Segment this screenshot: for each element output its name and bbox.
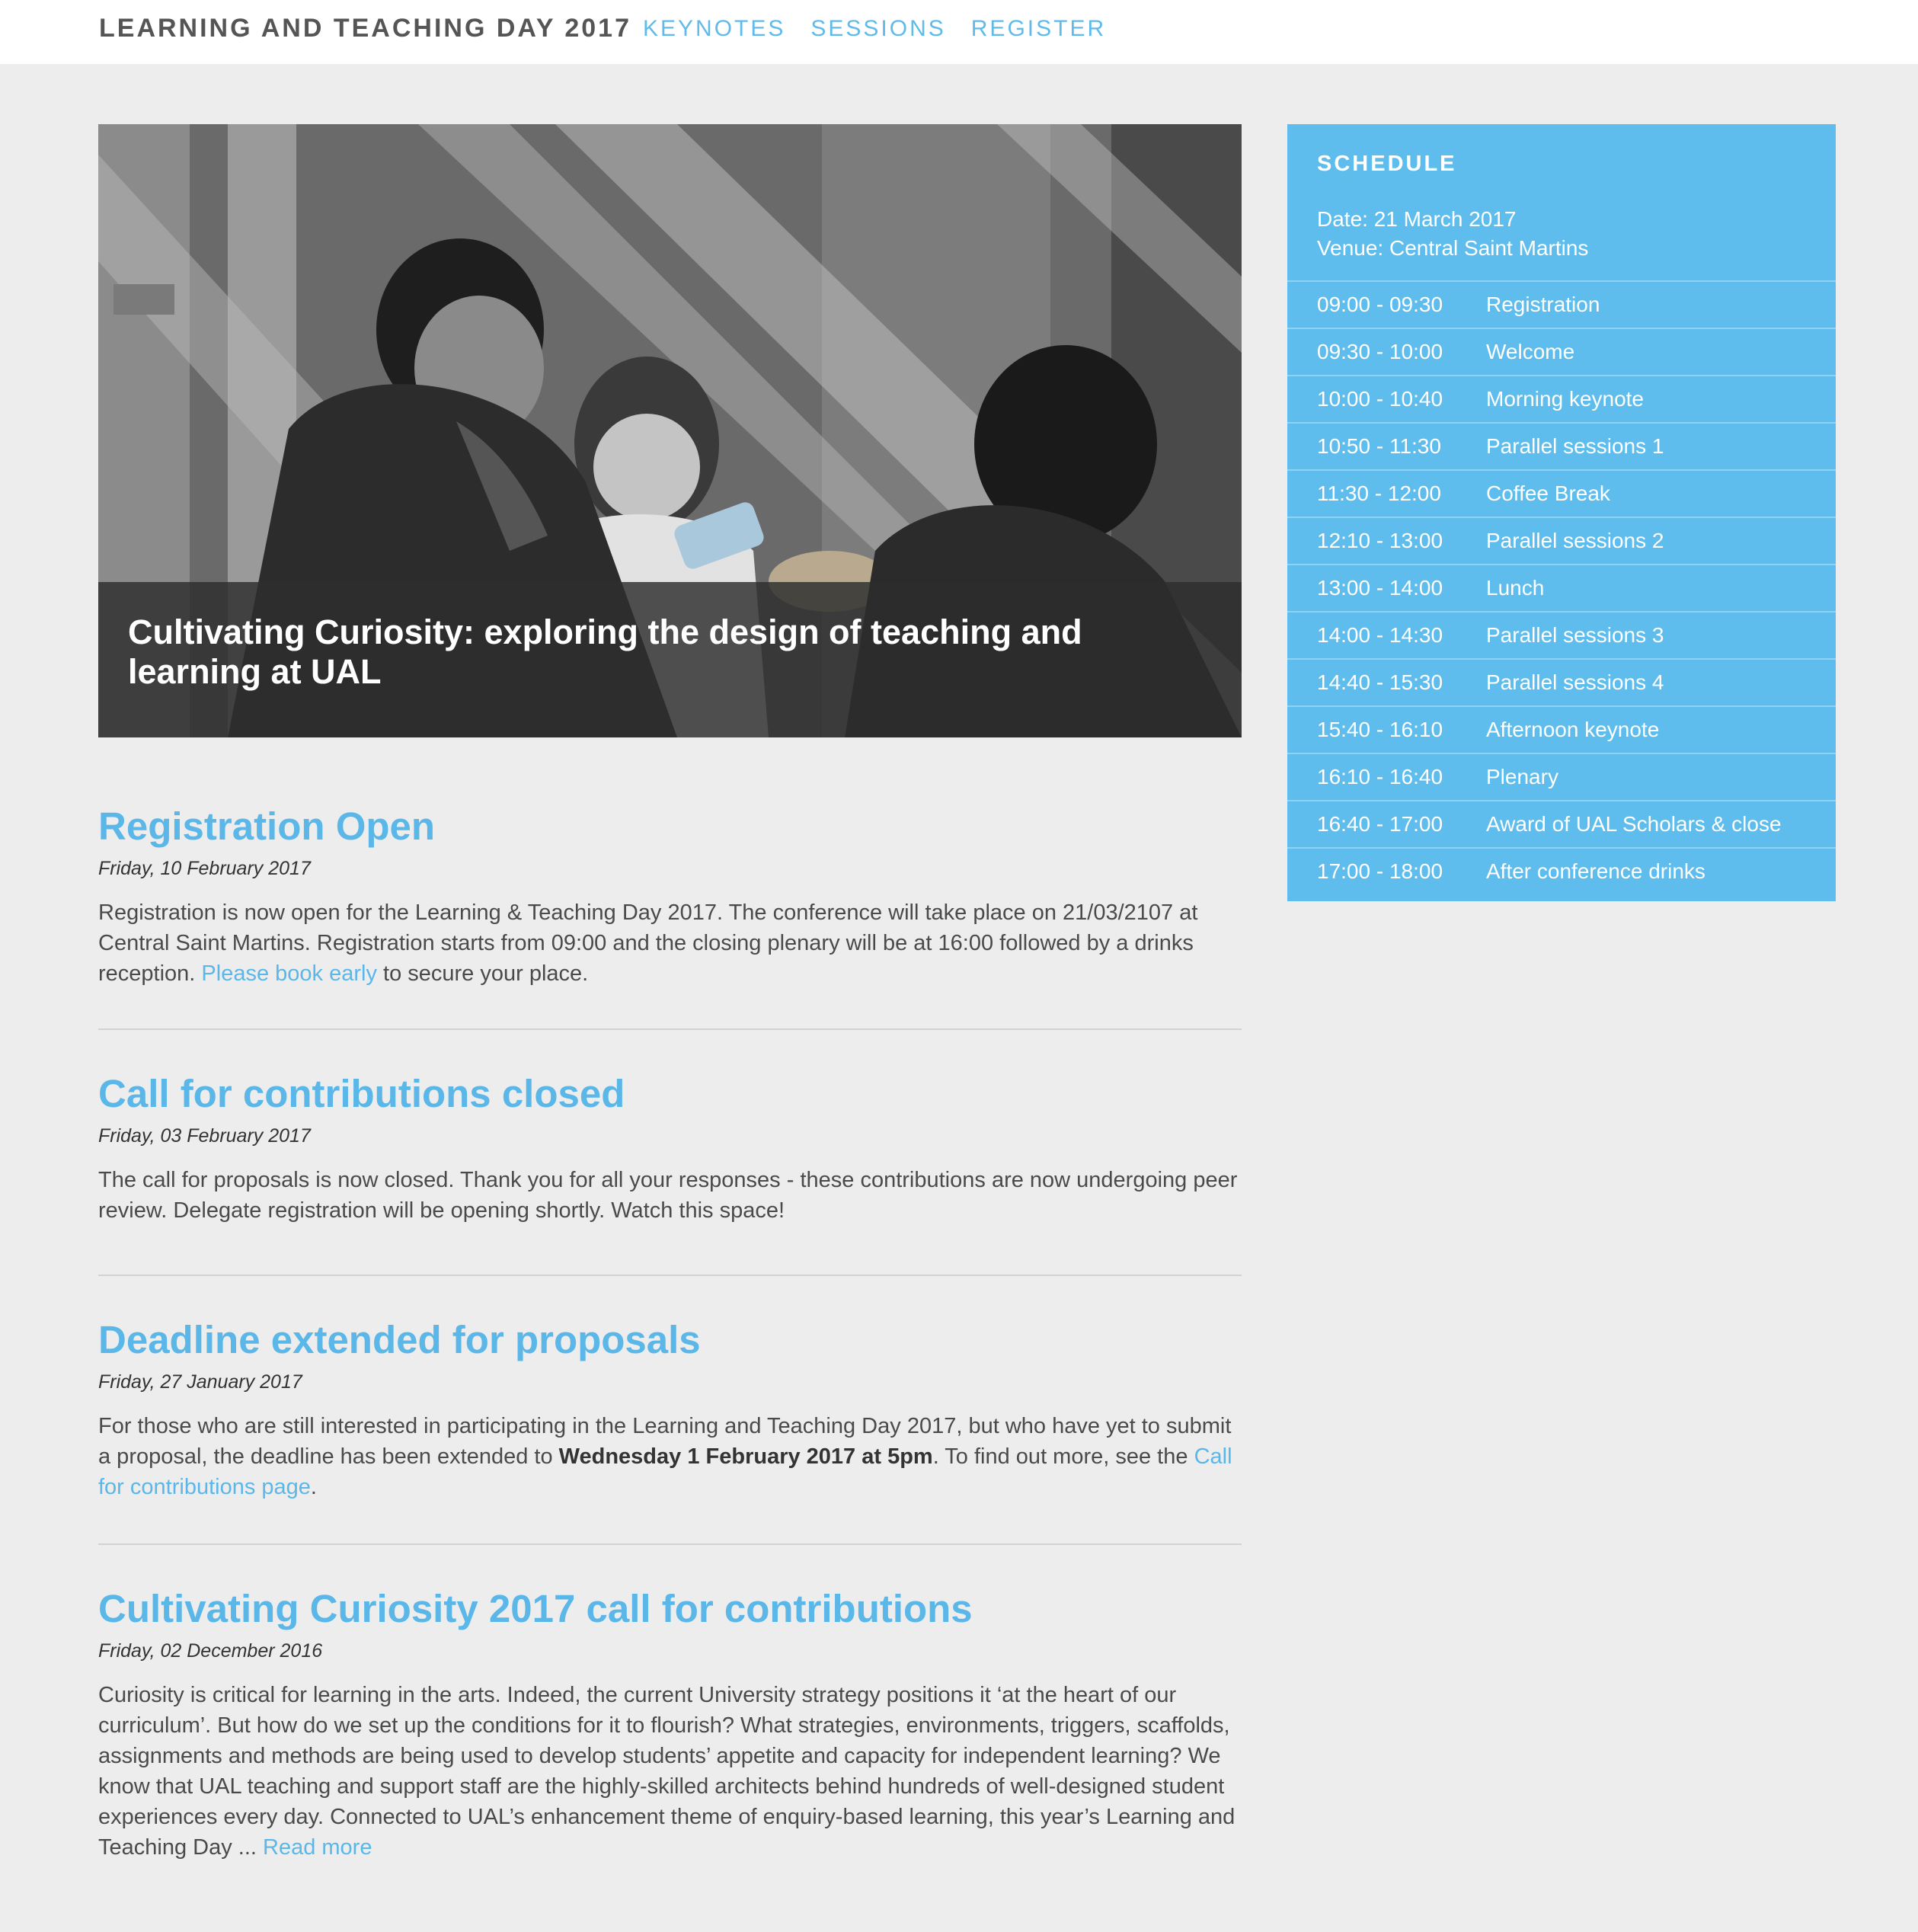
schedule-event: Parallel sessions 2 [1486,529,1664,552]
schedule-row [1287,847,1836,894]
nav-link-register[interactable]: REGISTER [970,16,1107,41]
post-title[interactable]: Deadline extended for proposals [98,1318,701,1361]
schedule-time: 17:00 - 18:00 [1317,859,1443,883]
post-date: Friday, 03 February 2017 [98,1125,311,1147]
schedule-date: Date: 21 March 2017 [1317,207,1517,231]
post-title[interactable]: Registration Open [98,804,436,848]
schedule-row [1287,517,1836,564]
schedule-event: Plenary [1486,765,1558,788]
hero-banner [98,124,1242,737]
schedule-meta [1317,205,1588,263]
schedule-row [1287,469,1836,517]
post-title[interactable]: Cultivating Curiosity 2017 call for contributions [98,1587,973,1630]
post-body [98,1680,1242,1863]
schedule-event: Coffee Break [1486,481,1610,505]
hero-title: Cultivating Curiosity: exploring the design of teaching and learning at UAL [128,613,1082,691]
post-date: Friday, 27 January 2017 [98,1371,302,1393]
post-date: Friday, 10 February 2017 [98,858,311,879]
schedule-row [1287,800,1836,847]
hero-caption [98,582,1242,737]
schedule-event: Registration [1486,293,1600,316]
schedule-time: 13:00 - 14:00 [1317,576,1443,600]
schedule-time: 11:30 - 12:00 [1317,481,1441,505]
schedule-row [1287,280,1836,328]
schedule-event: Lunch [1486,576,1545,600]
schedule-event: After conference drinks [1486,859,1705,883]
schedule-time: 14:00 - 14:30 [1317,623,1443,647]
schedule-row [1287,611,1836,658]
schedule-panel [1287,124,1836,901]
deadline-emphasis: Wednesday 1 February 2017 at 5pm [558,1444,933,1469]
schedule-event: Parallel sessions 3 [1486,623,1664,647]
schedule-time: 15:40 - 16:10 [1317,718,1443,741]
call-for-contributions-link[interactable]: Call for contributions page [98,1444,1232,1499]
schedule-event: Parallel sessions 4 [1486,670,1664,694]
schedule-row [1287,422,1836,469]
post-text: to secure your place. [376,961,589,986]
schedule-heading: SCHEDULE [1317,152,1457,176]
news-post-call-for-contributions [98,1582,1242,1863]
schedule-event: Afternoon keynote [1486,718,1660,741]
post-text: . To find out more, see the [932,1444,1194,1469]
read-more-link[interactable]: Read more [263,1835,372,1860]
news-post-call-closed [98,1067,1242,1276]
schedule-time: 10:50 - 11:30 [1317,434,1441,458]
schedule-event: Morning keynote [1486,387,1645,411]
nav-link-sessions[interactable]: SESSIONS [810,16,946,41]
schedule-venue: Venue: Central Saint Martins [1317,236,1589,260]
schedule-event: Welcome [1486,340,1575,363]
schedule-time: 09:00 - 09:30 [1317,293,1443,316]
nav-link-keynotes[interactable]: KEYNOTES [643,16,786,41]
schedule-event: Award of UAL Scholars & close [1486,812,1782,836]
post-title[interactable]: Call for contributions closed [98,1072,625,1115]
post-body: The call for proposals is now closed. Thank you for all your responses - these contributions are now undergoing peer review. Delegate registration will be opening shortly. Watch this space! [98,1168,1238,1223]
post-text: For those who are still interested in participating in the Learning and Teaching Day 2017, but who have yet to submit a proposal, the deadline has been extended to [98,1414,1232,1469]
post-body [98,897,1242,989]
schedule-row [1287,705,1836,753]
schedule-time: 16:40 - 17:00 [1317,812,1443,836]
schedule-row [1287,658,1836,705]
site-title[interactable]: LEARNING AND TEACHING DAY 2017 [99,14,631,43]
news-post-deadline-extended [98,1313,1242,1545]
schedule-time: 12:10 - 13:00 [1317,529,1443,552]
post-body [98,1411,1242,1502]
schedule-time: 14:40 - 15:30 [1317,670,1443,694]
post-text: Registration is now open for the Learning & Teaching Day 2017. The conference will take place on 21/03/2107 at Central Saint Martins. Registration starts from 09:00 and the closing plenary will be at 16:00 followed by a drinks reception. [98,900,1198,986]
schedule-list [1287,280,1836,894]
post-date: Friday, 02 December 2016 [98,1640,323,1662]
schedule-row [1287,375,1836,422]
schedule-time: 09:30 - 10:00 [1317,340,1443,363]
post-text: Curiosity is critical for learning in the arts. Indeed, the current University strategy positions it ‘at the heart of our curriculum’. But how do we set up the conditions for it to flourish? What strategies, environments, triggers, scaffolds, assignments and methods are being used to develop students’ appetite and capacity for independent learning? We know that UAL teaching and support staff are the highly-skilled architects behind hundreds of well-designed student experiences every day. Connected to UAL’s enhancement theme of enquiry-based learning, this year’s Learning and Teaching Day ... [98,1683,1236,1860]
schedule-event: Parallel sessions 1 [1486,434,1664,458]
top-navbar [0,0,1918,64]
news-feed [98,800,1242,1863]
schedule-time: 10:00 - 10:40 [1317,387,1443,411]
schedule-row [1287,564,1836,611]
schedule-row [1287,753,1836,800]
main-nav [643,14,1131,44]
news-post-registration-open [98,800,1242,1030]
book-early-link[interactable]: Please book early [201,961,377,986]
post-text: . [310,1475,317,1499]
schedule-time: 16:10 - 16:40 [1317,765,1443,788]
schedule-row [1287,328,1836,375]
